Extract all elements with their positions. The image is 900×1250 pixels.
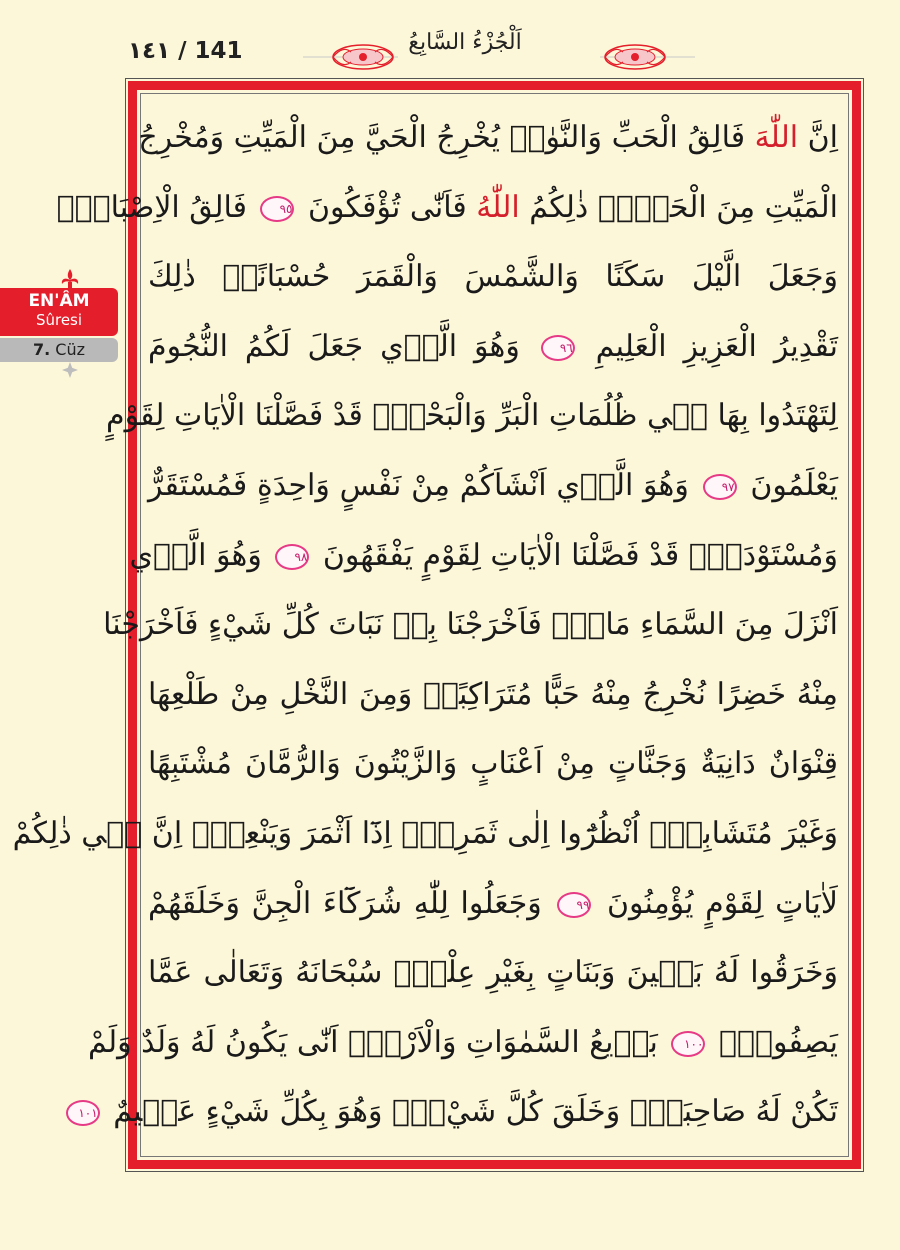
verse-line: قِنْوَانٌ دَانِيَةٌ وَجَنَّاتٍ مِنْ اَعْنَابٍ وَالزَّيْتُونَ وَالرُّمَّانَ مُشْتَبِهًا <box>148 746 838 782</box>
verse-line: وَغَيْرَ مُتَشَابِهٍۜ اُنْظُرُٓوا اِلٰى ثَمَرِه۪ٓ اِذَٓا اَثْمَرَ وَيَنْعِه۪ۜ اِنَّ ف۪ي ذٰلِكُمْ <box>12 815 838 851</box>
verse-line: لِتَهْتَدُوا بِهَا ف۪ي ظُلُمَاتِ الْبَرِّ وَالْبَحْرِۜ قَدْ فَصَّلْنَا الْاٰيَاتِ لِقَوْمٍ <box>106 398 838 434</box>
allah-word: اللّٰهَ <box>754 120 799 155</box>
ayah-marker: ١٠٠ <box>671 1031 705 1057</box>
verse-line: وَمُسْتَوْدَعٌۜ قَدْ فَصَّلْنَا الْاٰيَاتِ لِقَوْمٍ يَفْقَهُونَ ٩٨ وَهُوَ الَّذ۪ي <box>129 537 838 573</box>
verse-line: مِنْهُ خَضِرًا نُخْرِجُ مِنْهُ حَبًّا مُتَرَاكِبًاۚ وَمِنَ النَّخْلِ مِنْ طَلْعِهَا <box>148 676 838 712</box>
surah-badge <box>0 288 118 336</box>
surah-sidebar <box>0 262 120 372</box>
verse-line: تَكُنْ لَهُ صَاحِبَةٌۜ وَخَلَقَ كُلَّ شَيْءٍۚ وَهُوَ بِكُلِّ شَيْءٍ عَل۪يمٌ ١٠١ <box>148 1077 838 1147</box>
ayah-marker: ٩٩ <box>557 892 591 918</box>
ayah-marker: ٩٧ <box>703 474 737 500</box>
surah-word: Sûresi <box>35 311 83 329</box>
fleur-small-icon <box>62 362 78 378</box>
verse-line: تَقْدِيرُ الْعَزِيزِ الْعَلِيمِ ٩٦ وَهُوَ الَّذ۪ي جَعَلَ لَكُمُ النُّجُومَ <box>148 328 838 364</box>
juz-title: اَلْجُزْءُ السَّابِعُ <box>408 30 522 55</box>
ayah-marker: ٩٨ <box>275 544 309 570</box>
verse-line: لَاٰيَاتٍ لِقَوْمٍ يُؤْمِنُونَ ٩٩ وَجَعَلُوا لِلّٰهِ شُرَكَٓاءَ الْجِنَّ وَخَلَقَهُمْ <box>148 885 838 921</box>
surah-name: EN'ÂM <box>28 291 90 311</box>
juz-number: 7. <box>32 340 51 359</box>
juz-word: Cüz <box>55 340 86 359</box>
verse-line: اِنَّ اللّٰهَ فَالِقُ الْحَبِّ وَالنَّوٰىۜ يُخْرِجُ الْحَيَّ مِنَ الْمَيِّتِ وَمُخْرِجُ <box>138 120 838 155</box>
ayah-marker: ٩٦ <box>541 335 575 361</box>
verse-line: يَصِفُونَ۟ ١٠٠ بَد۪يعُ السَّمٰوَاتِ وَالْاَرْضِۜ اَنّٰى يَكُونُ لَهُ وَلَدٌ وَلَمْ <box>88 1024 838 1060</box>
page-number: ١٤١ / 141 <box>128 38 243 64</box>
ayah-marker: ٩٥ <box>260 196 294 222</box>
verse-line: وَخَرَقُوا لَهُ بَن۪ينَ وَبَنَاتٍ بِغَيْرِ عِلْمٍۜ سُبْحَانَهُ وَتَعَالٰى عَمَّا <box>148 955 838 991</box>
verse-line: وَجَعَلَ الَّيْلَ سَكَنًا وَالشَّمْسَ وَالْقَمَرَ حُسْبَانًاۜ ذٰلِكَ <box>148 259 838 295</box>
allah-word: اللّٰهُ <box>476 189 520 225</box>
ornament-left-icon <box>303 40 398 74</box>
verse-line: يَعْلَمُونَ ٩٧ وَهُوَ الَّذ۪ي اَنْشَاَكُمْ مِنْ نَفْسٍ وَاحِدَةٍ فَمُسْتَقَرٌّ <box>148 467 838 503</box>
juz-badge <box>0 338 118 362</box>
verse-line: اَنْزَلَ مِنَ السَّمَاءِ مَاءًۚ فَاَخْرَجْنَا بِه۪ نَبَاتَ كُلِّ شَيْءٍ فَاَخْرَجْنَا <box>103 607 838 643</box>
ornament-right-icon <box>600 40 695 74</box>
verse-line: الْمَيِّتِ مِنَ الْحَيِّۜ ذٰلِكُمُ اللّٰهُ فَاَنّٰى تُؤْفَكُونَ ٩٥ فَالِقُ الْاِصْبَاحِۚ <box>56 189 838 225</box>
ayah-marker: ١٠١ <box>66 1100 100 1126</box>
page-header <box>0 0 900 80</box>
